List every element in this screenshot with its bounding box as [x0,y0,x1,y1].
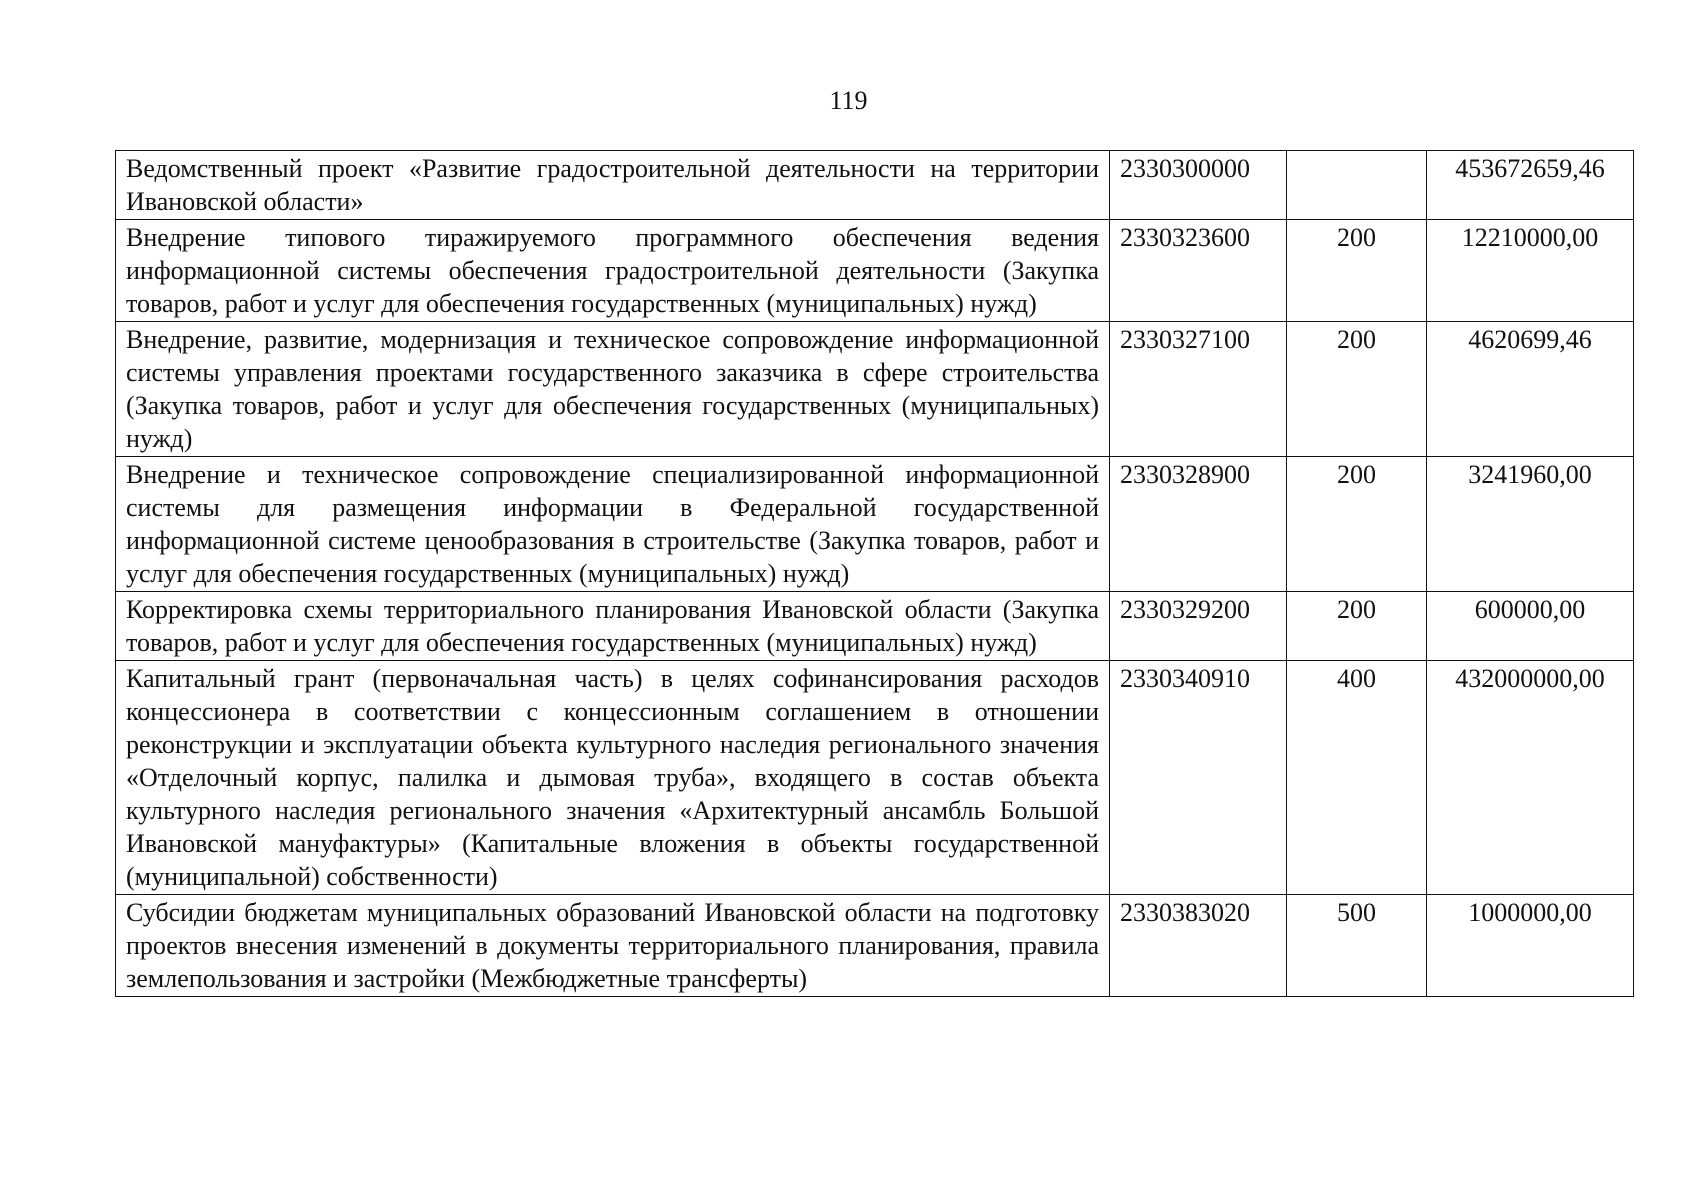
row-description: Субсидии бюджетам муниципальных образований Ивановской области на подготовку проектов внесения изменений в документы территориального планирования, правила землепользования и застройки (Межбюджетные трансферты) [116,895,1110,997]
row-amount: 12210000,00 [1427,220,1634,322]
row-target-code: 2330383020 [1110,895,1287,997]
row-amount: 600000,00 [1427,592,1634,661]
row-description: Внедрение и техническое сопровождение специализированной информационной системы для размещения информации в Федеральной государственной информационной системе ценообразования в строительстве (Закупка товаров, работ и услуг для обеспечения государственных (муниципальных) нужд) [116,457,1110,592]
table-row [116,220,1634,322]
table-row [116,322,1634,457]
row-target-code: 2330300000 [1110,151,1287,220]
row-target-code: 2330329200 [1110,592,1287,661]
row-description: Внедрение типового тиражируемого программного обеспечения ведения информационной системы обеспечения градостроительной деятельности (Закупка товаров, работ и услуг для обеспечения государственных (муниципальных) нужд) [116,220,1110,322]
row-description: Ведомственный проект «Развитие градостроительной деятельности на территории Ивановской области» [116,151,1110,220]
row-target-code: 2330323600 [1110,220,1287,322]
row-expense-type: 500 [1287,895,1427,997]
row-expense-type: 200 [1287,457,1427,592]
row-amount: 4620699,46 [1427,322,1634,457]
row-expense-type [1287,151,1427,220]
row-amount: 1000000,00 [1427,895,1634,997]
row-description: Внедрение, развитие, модернизация и техническое сопровождение информационной системы управления проектами государственного заказчика в сфере строительства (Закупка товаров, работ и услуг для обеспечения государственных (муниципальных) нужд) [116,322,1110,457]
row-expense-type: 200 [1287,220,1427,322]
row-target-code: 2330328900 [1110,457,1287,592]
row-expense-type: 400 [1287,661,1427,895]
row-amount: 3241960,00 [1427,457,1634,592]
table-row [116,592,1634,661]
table-row [116,151,1634,220]
row-description: Корректировка схемы территориального планирования Ивановской области (Закупка товаров, работ и услуг для обеспечения государственных (муниципальных) нужд) [116,592,1110,661]
table-row [116,661,1634,895]
page-number: 119 [829,86,868,115]
row-target-code: 2330340910 [1110,661,1287,895]
budget-table [115,150,1634,997]
row-expense-type: 200 [1287,592,1427,661]
row-target-code: 2330327100 [1110,322,1287,457]
table-row [116,457,1634,592]
row-expense-type: 200 [1287,322,1427,457]
row-amount: 453672659,46 [1427,151,1634,220]
row-description: Капитальный грант (первоначальная часть) в целях софинансирования расходов концессионера в соответствии с концессионным соглашением в отношении реконструкции и эксплуатации объекта культурного наследия регионального значения «Отделочный корпус, палилка и дымовая труба», входящего в состав объекта культурного наследия регионального значения «Архитектурный ансамбль Большой Ивановской мануфактуры» (Капитальные вложения в объекты государственной (муниципальной) собственности) [116,661,1110,895]
table-row [116,895,1634,997]
row-amount: 432000000,00 [1427,661,1634,895]
